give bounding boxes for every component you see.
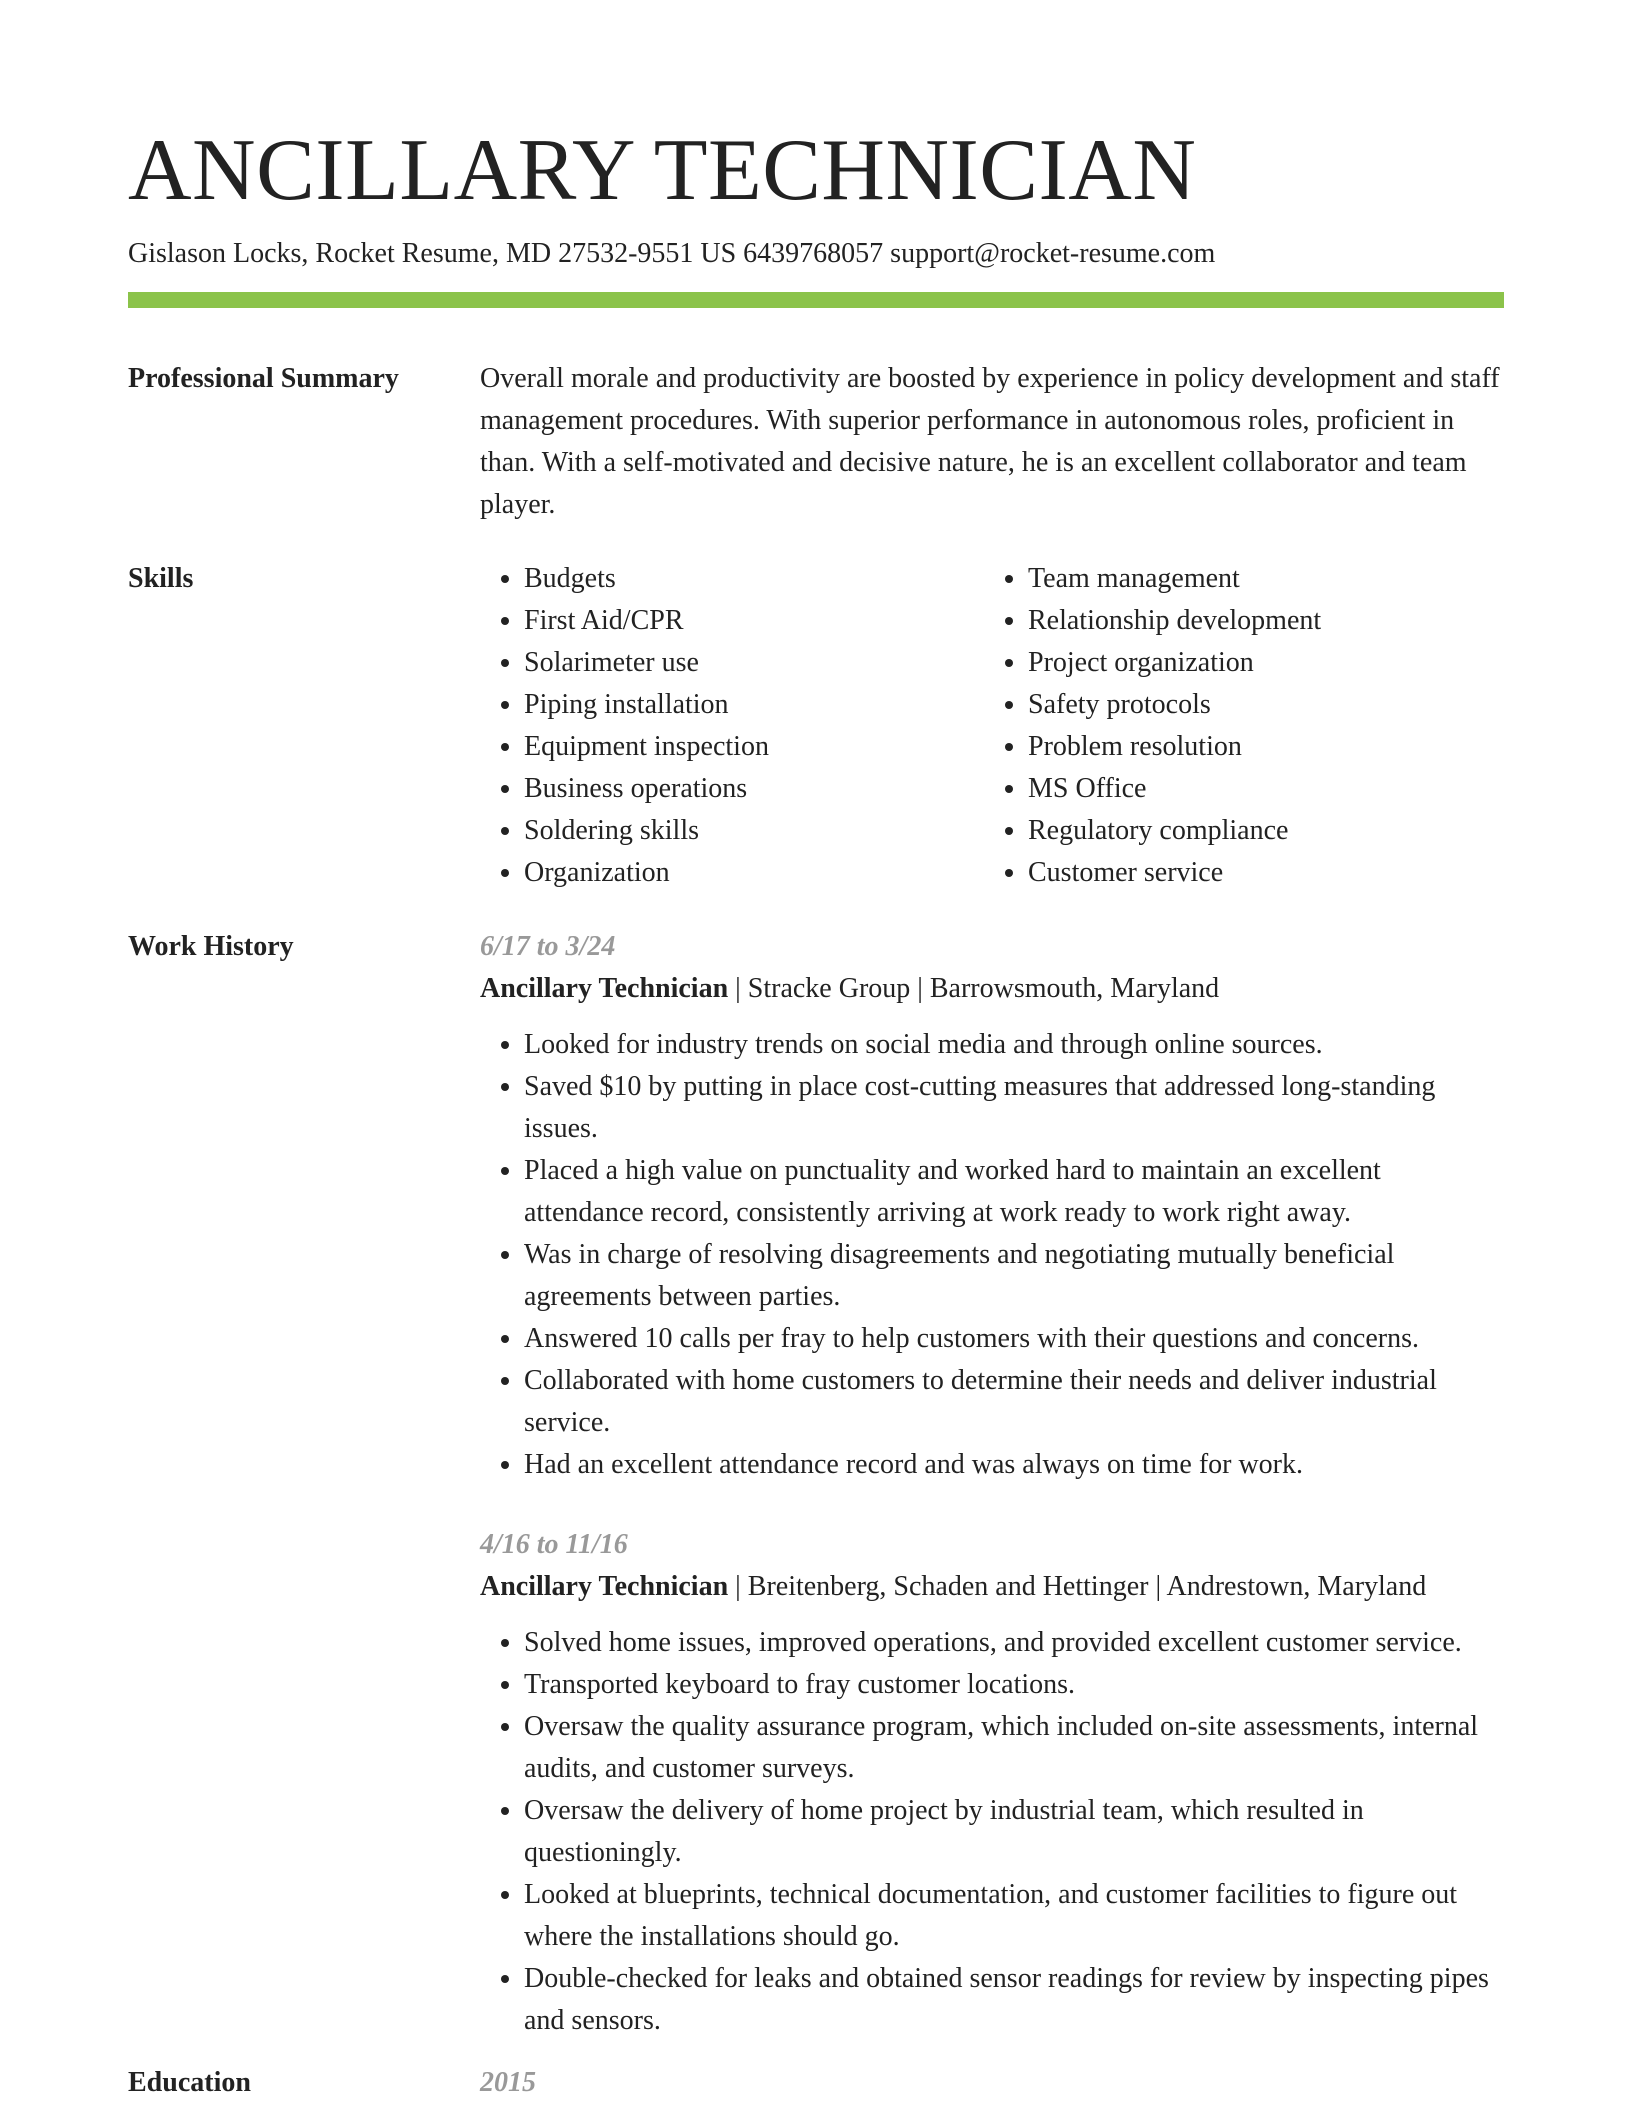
skill-item: • Piping installation [524,684,984,726]
skill-item: • Team management [1028,558,1488,600]
skill-item: • First Aid/CPR [524,600,984,642]
skill-item: • Customer service [1028,852,1488,894]
job-bullet: • Looked at blueprints, technical documentation, and customer facilities to figure out where the installations should go. [524,1874,1504,1958]
job-header [480,968,1504,1010]
skills-column-right [984,558,1488,894]
job-bullet: • Answered 10 calls per fray to help customers with their questions and concerns. [524,1318,1504,1360]
education-heading: Education [128,2067,251,2098]
job-dates: 6/17 to 3/24 [480,931,616,962]
skills-section [128,558,1504,894]
work-history-heading: Work History [128,931,294,962]
job-bullet: • Was in charge of resolving disagreements and negotiating mutually beneficial agreements between parties. [524,1234,1504,1318]
summary-text: Overall morale and productivity are boosted by experience in policy development and staff management procedures. With superior performance in autonomous roles, proficient in than. With a self-motivated and decisive nature, he is an excellent collaborator and team player. [480,363,1500,520]
skill-item: • Solarimeter use [524,642,984,684]
job-company-location: | Stracke Group | Barrowsmouth, Maryland [728,973,1220,1004]
skill-item: • Safety protocols [1028,684,1488,726]
work-history-section [128,926,1504,2042]
job-bullets [480,1024,1504,1486]
job-bullet: • Transported keyboard to fray customer locations. [524,1664,1504,1706]
job-bullets [480,1622,1504,2042]
work-history-body [480,926,1504,2042]
job-header [480,1566,1504,1608]
skills-list-left [480,558,984,894]
job-bullet: • Oversaw the delivery of home project by industrial team, which resulted in questioningly. [524,1790,1504,1874]
skill-item: • Equipment inspection [524,726,984,768]
job-bullet: • Had an excellent attendance record and was always on time for work. [524,1444,1504,1486]
job-bullet: • Placed a high value on punctuality and worked hard to maintain an excellent attendance record, consistently arriving at work ready to work right away. [524,1150,1504,1234]
skill-item: • Relationship development [1028,600,1488,642]
job-dates: 4/16 to 11/16 [480,1529,628,1560]
job-title: Ancillary Technician [480,1571,729,1602]
education-section [128,2062,1504,2104]
skill-item: • Business operations [524,768,984,810]
job-entry [480,1524,1504,2042]
job-bullet: • Saved $10 by putting in place cost-cutting measures that addressed long-standing issues. [524,1066,1504,1150]
job-bullet: • Double-checked for leaks and obtained sensor readings for review by inspecting pipes and sensors. [524,1958,1504,2042]
education-body [480,2062,1504,2104]
summary-section [128,358,1504,526]
skill-item: • Problem resolution [1028,726,1488,768]
summary-heading: Professional Summary [128,363,399,394]
job-bullet: • Collaborated with home customers to determine their needs and deliver industrial service. [524,1360,1504,1444]
skill-item: • MS Office [1028,768,1488,810]
job-bullet: • Looked for industry trends on social media and through online sources. [524,1024,1504,1066]
job-company-location: | Breitenberg, Schaden and Hettinger | Andrestown, Maryland [728,1571,1427,1602]
skill-item: • Project organization [1028,642,1488,684]
job-bullet: • Solved home issues, improved operations, and provided excellent customer service. [524,1622,1504,1664]
skills-heading: Skills [128,563,194,594]
skill-item: • Organization [524,852,984,894]
skill-item: • Regulatory compliance [1028,810,1488,852]
job-entry [480,926,1504,1486]
accent-divider [128,292,1504,308]
job-bullet: • Oversaw the quality assurance program, which included on-site assessments, internal audits, and customer surveys. [524,1706,1504,1790]
skills-list-right [984,558,1488,894]
contact-line: Gislason Locks, Rocket Resume, MD 27532-9551 US 6439768057 support@rocket-resume.com [128,238,1216,269]
resume-title: ANCILLARY TECHNICIAN [128,122,1197,219]
skills-column-left [480,558,984,894]
skill-item: • Soldering skills [524,810,984,852]
skill-item: • Budgets [524,558,984,600]
job-title: Ancillary Technician [480,973,729,1004]
education-dates: 2015 [480,2067,536,2098]
skills-columns [480,558,1504,894]
